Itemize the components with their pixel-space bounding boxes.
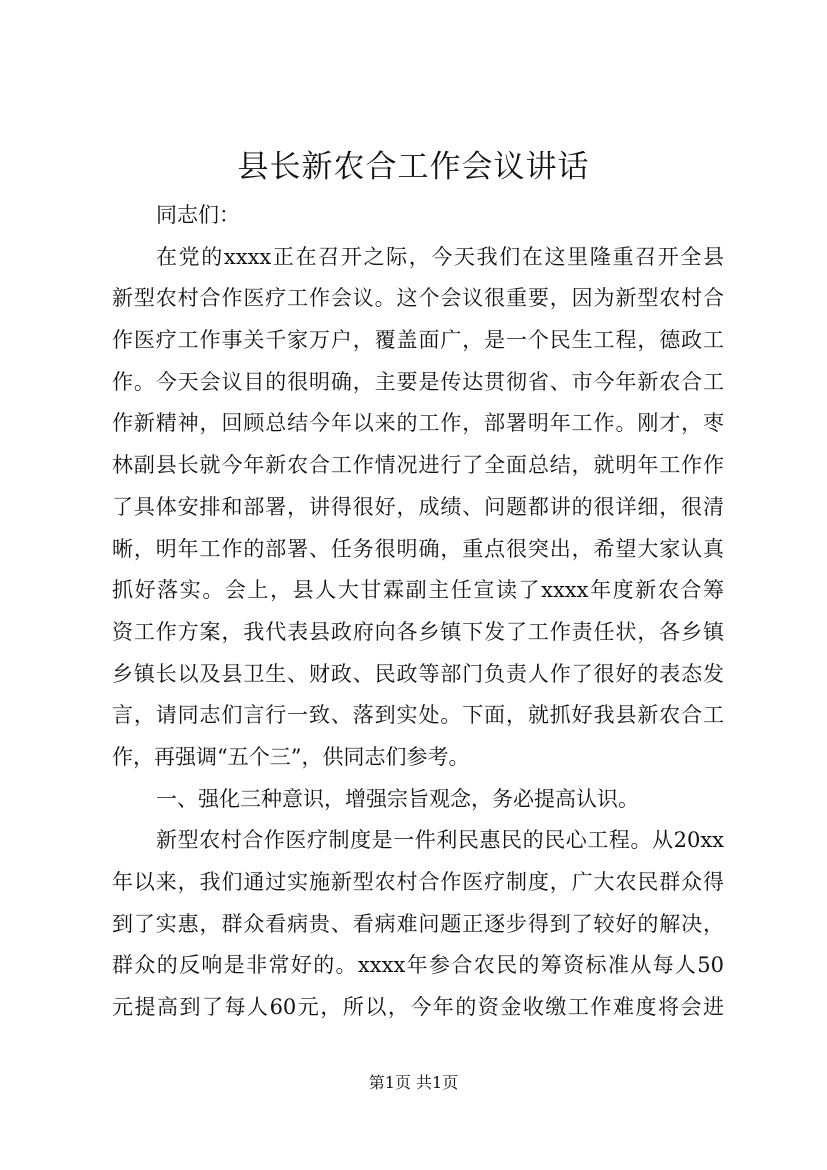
paragraph-line: 乡镇长以及县卫生、财政、民政等部门负责人作了很好的表态发 [112,661,724,686]
paragraph-line: 资工作方案，我代表县政府向各乡镇下发了工作责任状，各乡镇 [112,619,724,644]
paragraph-line: 作。今天会议目的很明确，主要是传达贯彻省、市今年新农合工 [112,369,724,394]
page-footer: 第1页 共1页 [368,1073,459,1092]
paragraph-line: 作医疗工作事关千家万户，覆盖面广，是一个民生工程，德政工 [112,328,724,353]
paragraph-line: 同志们： [156,203,240,227]
paragraph-line: 作，再强调“五个三”，供同志们参考。 [112,744,470,769]
paragraph-line: 作新精神，回顾总结今年以来的工作，部署明年工作。刚才，枣 [112,411,724,436]
paragraph-line: 抓好落实。会上，县人大甘霖副主任宣读了xxxx年度新农合筹 [112,578,724,603]
document-body [112,195,724,1029]
paragraph-line: 在党的xxxx正在召开之际，今天我们在这里隆重召开全县 [156,244,724,269]
paragraph-line: 到了实惠，群众看病贵、看病难问题正逐步得到了较好的解决， [112,911,724,936]
paragraph-line: 新型农村合作医疗制度是一件利民惠民的民心工程。从20xx [156,828,724,853]
paragraph-line: 言，请同志们言行一致、落到实处。下面，就抓好我县新农合工 [112,703,724,728]
paragraph-line: 元提高到了每人60元，所以，今年的资金收缴工作难度将会进 [112,995,724,1020]
document-title: 县长新农合工作会议讲话 [237,149,590,185]
paragraph-line: 林副县长就今年新农合工作情况进行了全面总结，就明年工作作 [112,453,724,478]
paragraph-line: 一、强化三种意识，增强宗旨观念，务必提高认识。 [156,786,639,811]
paragraph-line: 年以来，我们通过实施新型农村合作医疗制度，广大农民群众得 [112,870,724,894]
paragraph-line: 新型农村合作医疗工作会议。这个会议很重要，因为新型农村合 [112,286,724,311]
paragraph-line: 晰，明年工作的部署、任务很明确，重点很突出，希望大家认真 [112,536,724,561]
paragraph-line: 了具体安排和部署，讲得很好，成绩、问题都讲的很详细，很清 [112,494,724,519]
paragraph-line: 群众的反响是非常好的。xxxx年参合农民的筹资标准从每人50 [112,953,724,978]
